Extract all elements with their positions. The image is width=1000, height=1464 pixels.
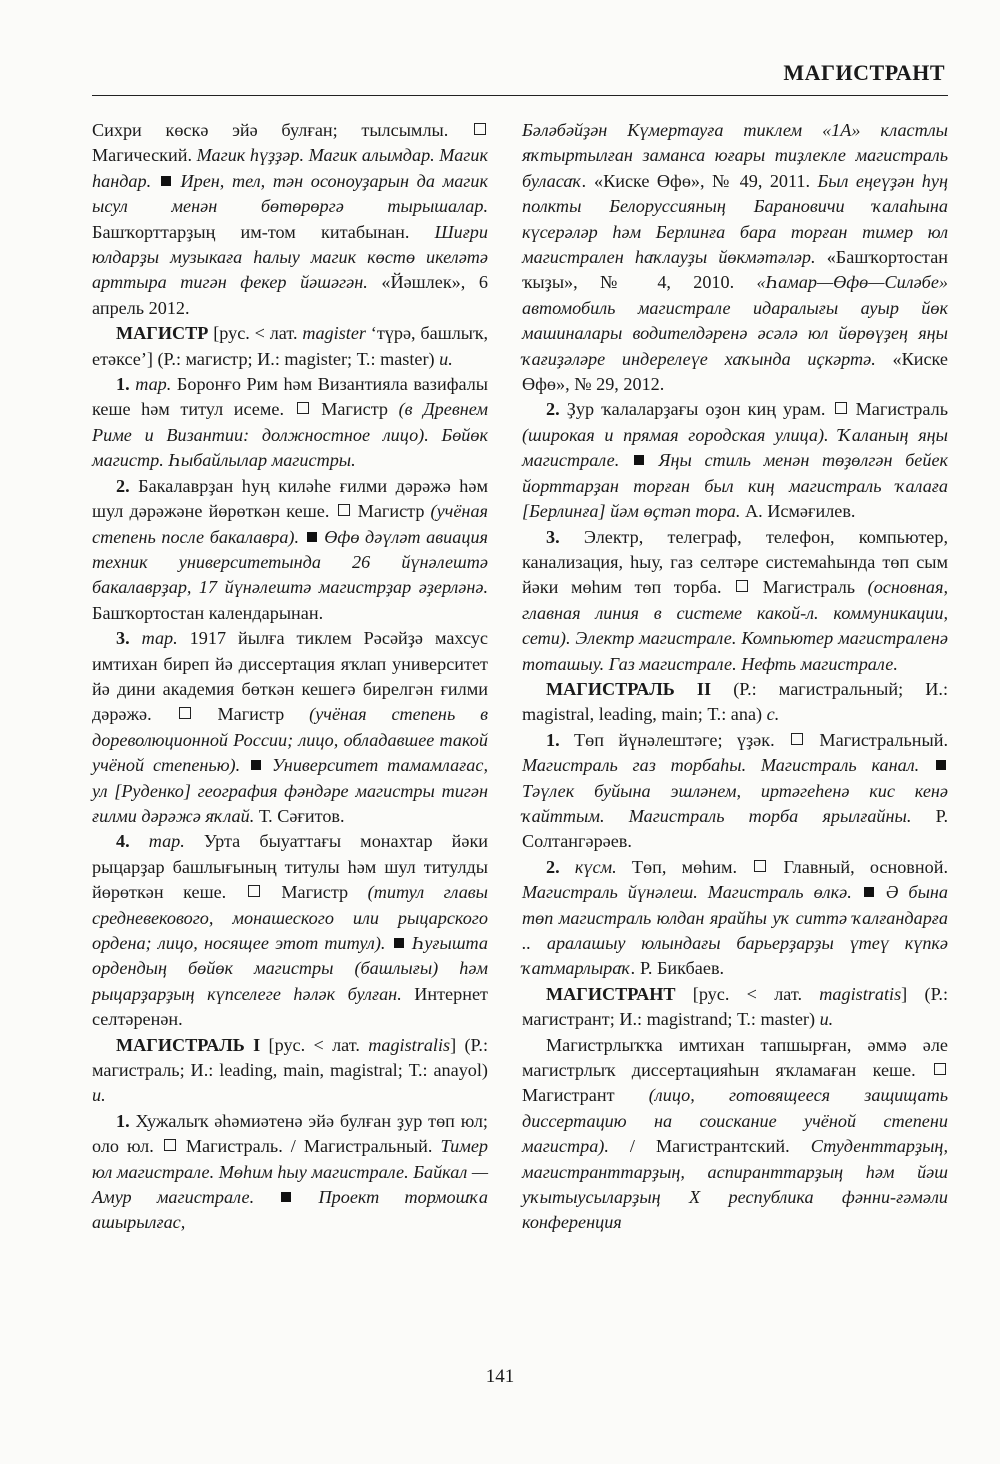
text-run [876, 882, 886, 902]
italic-text: Яңы стиль менән төҙөлгән бейек йорттарҙан торған был киң магистраль ҡалаға [Берлинға] йәм өҫтәп тора. [522, 450, 949, 522]
text-run [130, 831, 149, 851]
text-run: (Р.: магистральный; И.: magistral, leading, main; Т.: ana) [522, 678, 948, 725]
italic-text: (широкая и прямая городская улица). Ҡаланың яңы магистрале. [522, 424, 948, 471]
text-run: Интернет селтәренән. [92, 983, 488, 1030]
italic-text: Проект тормошҡа ашырылғас, [92, 1187, 489, 1233]
left-column [92, 118, 488, 1236]
italic-text: (лицо, готовящееся защищать диссертацию на соискание учёной степени магистра). [522, 1085, 948, 1157]
black-square-icon [864, 887, 874, 897]
page-number: 141 [485, 1366, 515, 1387]
italic-text: Ирен, тел, тән осоноуҙарын да магик ысул менән бөтөрөргә тырышалар. [92, 170, 489, 217]
italic-text: Өфө дәүләт авиация техник университетында 26 йүнәлештә бакалаврҙар, 17 йүнәлештә магистрҙар әҙерләнә. [92, 526, 488, 598]
entry-paragraph [92, 372, 488, 474]
entry-paragraph [92, 626, 488, 829]
text-run: Сихри көскә эйә булған; тылсымлы. [92, 120, 472, 140]
square-outline-icon [754, 860, 766, 872]
italic-text: Магистраль газ торбаһы. Магистраль канал. [522, 755, 920, 776]
text-run: Магистраль [848, 399, 948, 420]
black-square-icon [394, 938, 404, 948]
square-outline-icon [791, 733, 803, 745]
text-run [919, 755, 934, 775]
black-square-icon [634, 455, 644, 465]
italic-text: Студенттарҙың, магистранттарҙың, аспиранттарҙың һәм йәш уҡытыусыларҙың X республика фәнни-ғәмәли конференция [522, 1136, 948, 1233]
text-run: Магистр [192, 704, 310, 725]
text-run: 1917 йылға тиклем Рәсәйҙә махсус имтихан биреп йә диссертация яҡлап университет йә дини академия бөткән кешегә бирелгән ғилми дәрәжә. [92, 628, 488, 725]
italic-text: с. [766, 704, 780, 725]
headword: МАГИСТРАЛЬ II [546, 678, 712, 699]
text-run [646, 450, 659, 470]
text-run: Т. Сәғитов. [254, 805, 345, 826]
text-run: «Киске Өфө», № 29, 2012. [522, 348, 948, 395]
header-rule [92, 95, 948, 96]
text-run: Магистраль [750, 577, 868, 598]
italic-text: и. [439, 348, 453, 369]
headword: 1. [116, 374, 130, 395]
text-run: ‘түрә, башлыҡ, етәксе’] (Р.: магистр; И.: magister; Т.: master) [92, 323, 488, 369]
italic-text: Университет тамамлағас, ул [Руденко] география фәндәре магистры тигән ғилми дәрәжә яҡлай. [92, 755, 488, 826]
entry-paragraph [522, 982, 948, 1033]
italic-text: и. [92, 1085, 106, 1106]
headword: 2. [546, 399, 560, 420]
italic-text: (в Древнем Риме и Византии: должностное лицо). Бөйөк магистр. Һыбайлылар магистры. [92, 399, 488, 471]
text-run [263, 755, 272, 775]
text-run: Башҡорттарҙың им-том китабынан. [92, 221, 435, 242]
italic-text: тар. [135, 374, 172, 395]
entry-paragraph [92, 829, 488, 1032]
italic-text: Тимер юл магистрале. Мөһим һыу магистрале. Байкал — Амур магистрале. [92, 1136, 488, 1208]
text-run [299, 527, 305, 547]
italic-text: (основная, главная линия в системе какой-л. коммуникации, сети). Электр магистрале. Компьютер магистраленә тоташыу. Газ магистрале. Нефть магистрале. [522, 577, 948, 674]
text-run: Башҡортостан календарынан. [92, 602, 324, 623]
text-run: Магистраль. / Магистральный. [177, 1136, 441, 1157]
black-square-icon [251, 760, 261, 770]
square-outline-icon [164, 1139, 176, 1151]
entry-paragraph [522, 677, 948, 728]
text-run: Магический. [92, 145, 197, 166]
text-run [852, 882, 862, 902]
entry-paragraph [522, 1033, 948, 1236]
square-outline-icon [736, 580, 748, 592]
text-run: Магистрант [522, 1085, 649, 1106]
entry-paragraph [92, 118, 488, 321]
text-run: Р. Солтангәрәев. [522, 805, 949, 852]
italic-text: Һуғышта ордендың бөйөк магистры (башлығы) һәм рыцарҙарҙың күпселеге һәләк булған. [92, 933, 489, 1004]
italic-text: күсм. [574, 856, 617, 877]
entry-paragraph [92, 1109, 488, 1236]
text-run: Ҙур ҡалаларҙағы оҙон киң урам. [559, 399, 833, 420]
headword: 3. [116, 628, 130, 649]
italic-text: (учёная степень в дореволюционной России; лицо, обладавшее такой учёной степенью). [92, 704, 489, 776]
text-run: Электр, телеграф, телефон, компьютер, канализация, һыу, газ селтәре системаһында төп сым йәки мөһим төп торба. [522, 526, 948, 598]
headword: 4. [116, 831, 130, 852]
entry-paragraph [92, 474, 488, 626]
italic-text: magister [302, 323, 366, 344]
text-run: Магистральный. [805, 729, 949, 750]
text-run: Магистрлыҡҡа имтихан тапшырған, әммә әле магистрлыҡ диссертацияһын яҡламаған кеше. [522, 1034, 948, 1081]
text-run: [рус. < лат. [675, 983, 820, 1004]
italic-text: Бәләбәйҙән Күмертауға тиклем «1А» кластлы яҡтыртылған заманса юғары тиҙлекле магистраль буласаҡ. [522, 120, 948, 191]
entry-paragraph [522, 397, 948, 524]
italic-text: Шиғри юлдарҙы музыкаға һалыу магик көстө икеләтә арттыра тигән фекер йәшәгән. [92, 221, 488, 293]
text-run: «Башҡортостан ҡыҙы», № 4, 2010. [522, 247, 948, 293]
text-run: Урта быуаттағы монахтар йәки рыцарҙар башлығының титулы һәм шул титулды йөрөткән кеше. [92, 831, 489, 903]
headword: МАГИСТРАНТ [546, 983, 676, 1004]
text-run [240, 755, 249, 775]
italic-text: Был еңеүҙән һуң полкты Белоруссияның Барановичи ҡалаһына күсерәләр һәм Берлинға бара торған тимер юл магистрален һаҡлауҙы йөкмәтәләр. [522, 170, 948, 268]
entry-paragraph [522, 728, 948, 855]
headword: 1. [116, 1110, 130, 1131]
black-square-icon [161, 176, 171, 186]
square-outline-icon [179, 707, 191, 719]
square-outline-icon [248, 885, 260, 897]
italic-text: Ә бына төп магистраль юлдан ярайһы уҡ ситтә ҡалғандарға .. аралашыу юлындағы барьерҙарҙы үтеү күпкә ҡатмарлыраҡ. [522, 882, 949, 979]
italic-text: Магик һүҙҙәр. Магик алымдар. Магик һандар. [92, 145, 488, 191]
entry-paragraph [522, 525, 948, 677]
italic-text: тар. [141, 628, 178, 649]
italic-text: Тәүлек буйына эшләнем, иртәгеһенә кис кенә ҡайттым. Магистраль торба ярылғайны. [522, 780, 948, 826]
black-square-icon [307, 532, 317, 542]
square-outline-icon [338, 504, 350, 516]
italic-text: (учёная степень после бакалавра). [92, 501, 488, 547]
text-run: Хужалыҡ әһәмиәтенә эйә булған ҙур төп юл; оло юл. [92, 1110, 488, 1157]
text-run: [рус. < лат. [260, 1034, 369, 1055]
text-run: Магистр [310, 399, 399, 420]
text-run: Төп, мөһим. [616, 856, 753, 877]
text-run [151, 171, 159, 191]
italic-text: тар. [148, 831, 185, 852]
italic-text: (титул главы средневекового, монашеского или рыцарского ордена; лицо, носящее этот титул). [92, 882, 488, 953]
square-outline-icon [474, 123, 486, 135]
headword: 3. [546, 526, 560, 547]
headword: 1. [546, 729, 560, 750]
headword: 2. [546, 856, 560, 877]
text-run [385, 933, 391, 953]
text-run: ] (Р.: магистрант; И.: magistrand; Т.: master) [522, 983, 949, 1030]
text-run [130, 628, 142, 648]
text-run: Р. Бикбаев. [635, 958, 725, 979]
italic-text: magistratis [819, 983, 902, 1004]
text-run: Магистр [261, 882, 368, 903]
text-run: Бакалаврҙан һуң киләһе ғилми дәрәжә һәм шул дәрәжәне йөрөткән кеше. [92, 475, 488, 522]
italic-text: «Һамар—Өфө—Силәбе» автомобиль магистрале идаралығы ауыр йөк машиналары водителдәренә әсәлә юл йөрөүҙең яңы ҡағиҙәләре индерелеүе хаҡында иҫкәртә. [522, 272, 948, 369]
text-run [619, 450, 632, 470]
square-outline-icon [934, 1063, 946, 1075]
text-run: «Киске Өфө», № 49, 2011. [586, 170, 818, 191]
text-run: А. Исмәғилев. [740, 501, 856, 522]
text-run: Боронғо Рим һәм Византияла вазифалы кеше һәм титул исеме. [92, 374, 489, 420]
text-run: Магистр [351, 501, 431, 522]
black-square-icon [936, 760, 946, 770]
right-column [522, 118, 948, 1236]
text-run: [рус. < лат. [208, 323, 303, 344]
headword: МАГИСТРАЛЬ I [116, 1034, 261, 1055]
running-head: МАГИСТРАНТ [783, 60, 945, 85]
italic-text: magistralis [368, 1034, 451, 1055]
text-run: «Йәшлек», 6 апрель 2012. [92, 272, 488, 318]
text-run [293, 1187, 318, 1207]
text-run [560, 857, 575, 877]
entry-paragraph [92, 321, 488, 372]
headword: МАГИСТР [116, 323, 209, 344]
text-run: Главный, основной. [768, 856, 948, 877]
black-square-icon [281, 1192, 291, 1202]
entry-paragraph [522, 855, 948, 982]
italic-text: Магистраль йүнәлеш. Магистраль өлкә. [522, 882, 852, 903]
entry-paragraph [522, 118, 948, 397]
entry-paragraph [92, 1033, 488, 1109]
italic-text: и. [819, 1009, 834, 1030]
square-outline-icon [835, 402, 847, 414]
square-outline-icon [297, 402, 309, 414]
text-run [254, 1187, 279, 1207]
text-run: / Магистрантский. [608, 1136, 811, 1157]
headword: 2. [116, 475, 130, 496]
text-run: ] (Р.: магистраль; И.: leading, main, magistral; Т.: anayol) [92, 1034, 488, 1081]
text-run: Төп йүнәлештәге; үҙәк. [559, 729, 790, 750]
